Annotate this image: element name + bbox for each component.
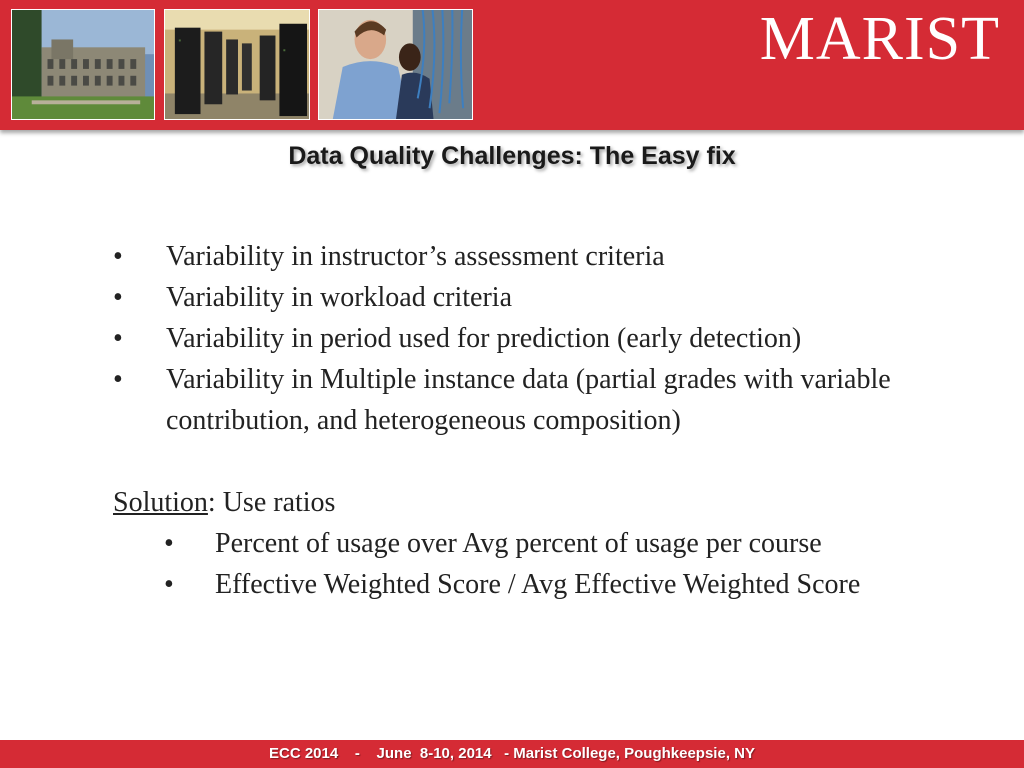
challenges-list xyxy=(113,236,993,441)
list-item xyxy=(164,564,993,605)
solution-label: Solution xyxy=(113,487,208,518)
solution-list xyxy=(113,523,993,605)
bullet-icon: • xyxy=(113,364,123,395)
solution-text: : Use ratios xyxy=(207,487,336,518)
bullet-icon: • xyxy=(113,241,123,272)
bullet-icon: • xyxy=(164,569,174,600)
campus-building-photo xyxy=(11,9,155,120)
slide-title: Data Quality Challenges: The Easy fix xyxy=(288,142,736,170)
slide-body xyxy=(113,236,993,605)
sub-bullet-text: Percent of usage over Avg percent of usage per course xyxy=(215,528,822,559)
footer-bar: ECC 2014 - June 8-10, 2014 - Marist College, Poughkeepsie, NY xyxy=(0,740,1024,768)
bullet-icon: • xyxy=(113,282,123,313)
list-item xyxy=(113,359,993,441)
sub-bullet-text: Effective Weighted Score / Avg Effective Weighted Score xyxy=(215,569,861,600)
server-room-photo xyxy=(164,9,310,120)
students-cabling-photo xyxy=(318,9,473,120)
bullet-icon: • xyxy=(113,323,123,354)
bullet-text: Variability in workload criteria xyxy=(166,282,512,313)
list-item xyxy=(113,277,993,318)
bullet-icon: • xyxy=(164,528,174,559)
list-item xyxy=(164,523,993,564)
list-item xyxy=(113,318,993,359)
marist-logo: MARIST xyxy=(759,5,1000,73)
bullet-text: Variability in period used for prediction (early detection) xyxy=(166,323,802,354)
list-item xyxy=(113,236,993,277)
header-banner xyxy=(0,0,1024,130)
bullet-text: Variability in instructor’s assessment criteria xyxy=(166,241,665,272)
bullet-text: Variability in Multiple instance data (partial grades with variable contribution, and heterogeneous composition) xyxy=(166,364,891,436)
solution-heading xyxy=(113,482,993,523)
